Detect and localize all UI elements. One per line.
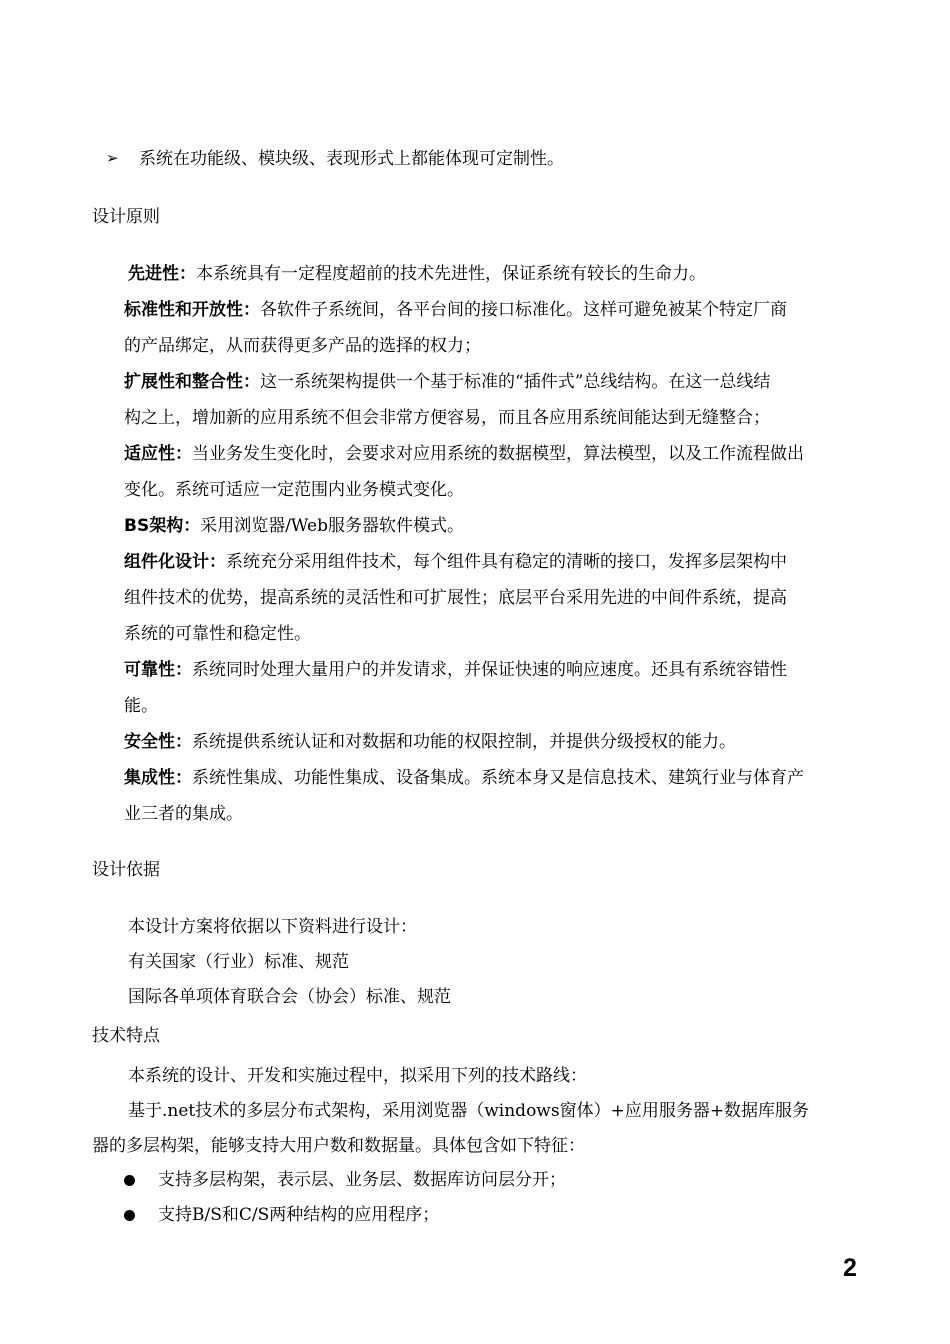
principle-advanced — [128, 262, 706, 286]
term-label: 先进性： — [128, 264, 196, 284]
principle-text: 采用浏览器/Web服务器软件模式。 — [200, 516, 464, 536]
term-label: 可靠性： — [124, 660, 192, 680]
principle-text: 本系统具有一定程度超前的技术先进性，保证系统有较长的生命力。 — [196, 264, 706, 284]
tech-paragraph-cont: 器的多层构架，能够支持大用户数和数据量。具体包含如下特征： — [92, 1136, 585, 1156]
term-label: 集成性： — [124, 768, 192, 788]
term-label: 组件化设计： — [124, 552, 226, 572]
arrow-bullet-icon: ➢ — [106, 149, 119, 167]
heading-design-basis: 设计依据 — [92, 860, 160, 880]
term-label: 安全性： — [124, 732, 192, 752]
principle-text: 系统充分采用组件技术，每个组件具有稳定的清晰的接口，发挥多层架构中 — [226, 552, 787, 572]
principle-text-cont: 系统的可靠性和稳定性。 — [124, 624, 311, 644]
principle-text: 系统性集成、功能性集成、设备集成。系统本身又是信息技术、建筑行业与体育产 — [192, 768, 804, 788]
heading-design-principles: 设计原则 — [92, 207, 160, 227]
tech-intro: 本系统的设计、开发和实施过程中，拟采用下列的技术路线： — [128, 1066, 587, 1086]
principle-text-cont: 能。 — [124, 696, 158, 716]
principle-extensible — [124, 370, 770, 394]
basis-intro: 本设计方案将依据以下资料进行设计： — [128, 917, 417, 937]
principle-security — [124, 730, 736, 754]
principle-text: 各软件子系统间，各平台间的接口标准化。这样可避免被某个特定厂商 — [260, 300, 787, 320]
term-label: BS架构： — [124, 516, 201, 536]
principle-text-cont: 业三者的集成。 — [124, 804, 243, 824]
heading-tech-features: 技术特点 — [92, 1026, 160, 1046]
bullet-customizable: 系统在功能级、模块级、表现形式上都能体现可定制性。 — [139, 149, 564, 169]
tech-bullet: 支持多层构架，表示层、业务层、数据库访问层分开； — [158, 1170, 566, 1190]
principle-adaptive — [124, 442, 804, 466]
tech-paragraph: 基于.net技术的多层分布式架构，采用浏览器（windows窗体）+应用服务器+数据库服务 — [128, 1101, 810, 1121]
principle-text-cont: 的产品绑定，从而获得更多产品的选择的权力； — [124, 336, 481, 356]
principle-bs-architecture — [124, 514, 464, 538]
principle-text: 系统同时处理大量用户的并发请求，并保证快速的响应速度。还具有系统容错性 — [192, 660, 787, 680]
bullet-dot-icon — [124, 1175, 135, 1186]
page-number: 2 — [843, 1254, 857, 1282]
tech-bullet: 支持B/S和C/S两种结构的应用程序； — [158, 1205, 440, 1225]
principle-standard-open — [124, 298, 787, 322]
term-label: 标准性和开放性： — [124, 300, 260, 320]
basis-item: 有关国家（行业）标准、规范 — [128, 952, 349, 972]
principle-text-cont: 变化。系统可适应一定范围内业务模式变化。 — [124, 480, 464, 500]
principle-text-cont: 组件技术的优势，提高系统的灵活性和可扩展性；底层平台采用先进的中间件系统，提高 — [124, 588, 787, 608]
term-label: 扩展性和整合性： — [124, 372, 260, 392]
principle-text: 系统提供系统认证和对数据和功能的权限控制，并提供分级授权的能力。 — [192, 732, 736, 752]
principle-integration — [124, 766, 804, 790]
principle-component-design — [124, 550, 787, 574]
principle-text: 当业务发生变化时，会要求对应用系统的数据模型，算法模型，以及工作流程做出 — [192, 444, 804, 464]
principle-text-cont: 构之上，增加新的应用系统不但会非常方便容易，而且各应用系统间能达到无缝整合； — [124, 408, 770, 428]
principle-reliability — [124, 658, 787, 682]
term-label: 适应性： — [124, 444, 192, 464]
basis-item: 国际各单项体育联合会（协会）标准、规范 — [128, 987, 451, 1007]
principle-text: 这一系统架构提供一个基于标准的“插件式”总线结构。在这一总线结 — [260, 372, 771, 392]
bullet-dot-icon — [124, 1210, 135, 1221]
